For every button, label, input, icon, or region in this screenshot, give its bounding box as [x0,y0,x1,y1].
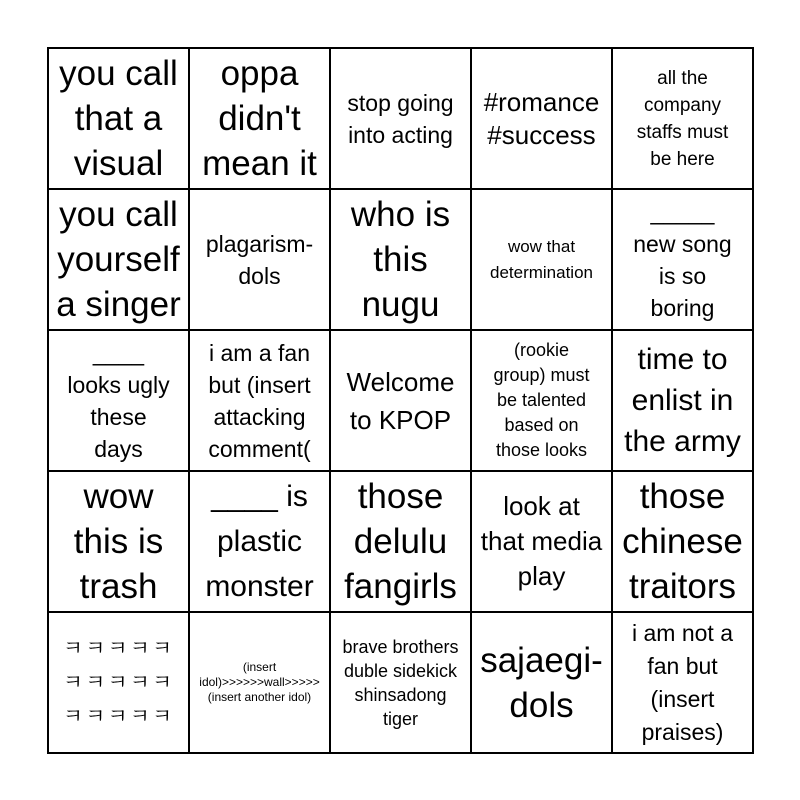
bingo-cell[interactable] [471,612,612,753]
bingo-cell[interactable] [330,612,471,753]
bingo-cell[interactable] [48,471,189,612]
bingo-cell[interactable] [189,189,330,330]
cell-text: time to enlist in the army [624,343,741,458]
bingo-cell[interactable] [612,471,753,612]
bingo-cell[interactable] [48,189,189,330]
cell-text: you call yourself a singer [56,195,181,324]
bingo-cell[interactable] [471,330,612,471]
cell-text: those delulu fangirls [344,477,457,606]
bingo-cell[interactable] [48,48,189,189]
cell-text: ㅋㅋㅋㅋㅋ ㅋㅋㅋㅋㅋ ㅋㅋㅋㅋㅋ [62,636,175,728]
bingo-board [47,47,754,754]
bingo-cell[interactable] [189,48,330,189]
bingo-cell[interactable] [189,612,330,753]
cell-text: wow that determination [489,236,593,282]
bingo-cell[interactable] [612,330,753,471]
cell-text: look at that media play [480,491,603,591]
bingo-cell[interactable] [189,330,330,471]
bingo-cell[interactable] [471,189,612,330]
cell-text: i am a fan but (insert attacking comment( [208,339,311,462]
bingo-cell[interactable] [330,189,471,330]
bingo-cell[interactable] [48,612,189,753]
cell-text: (insert idol)>>>>>>wall>>>>> (insert another idol) [199,660,320,704]
cell-text: sajaegi- dols [480,640,603,725]
bingo-cell[interactable] [471,48,612,189]
bingo-cell[interactable] [189,471,330,612]
bingo-cell[interactable] [330,471,471,612]
bingo-cell[interactable] [330,48,471,189]
cell-text: wow this is trash [73,477,164,606]
cell-text: stop going into acting [347,89,454,148]
bingo-cell[interactable] [48,330,189,471]
cell-text: i am not a fan but (insert praises) [632,619,733,745]
cell-text: ____ looks ugly these days [67,339,170,462]
cell-text: who is this nugu [350,195,451,324]
bingo-cell[interactable] [471,471,612,612]
cell-text: ____ is plastic monster [205,480,314,603]
cell-text: those chinese traitors [622,477,743,606]
bingo-cell[interactable] [612,189,753,330]
cell-text: brave brothers duble sidekick shinsadong tiger [342,636,459,729]
bingo-cell[interactable] [612,48,753,189]
bingo-cell[interactable] [612,612,753,753]
cell-text: you call that a visual [59,54,178,183]
cell-text: _____ new song is so boring [633,198,732,321]
cell-text: oppa didn't mean it [202,54,317,183]
cell-text: (rookie group) must be talented based on those looks [493,340,590,460]
bingo-cell[interactable] [330,330,471,471]
cell-text: plagarism- dols [205,230,314,289]
cell-text: #romance #success [483,86,600,150]
cell-text: Welcome to KPOP [346,366,455,435]
cell-text: all the company staffs must be here [636,67,729,170]
